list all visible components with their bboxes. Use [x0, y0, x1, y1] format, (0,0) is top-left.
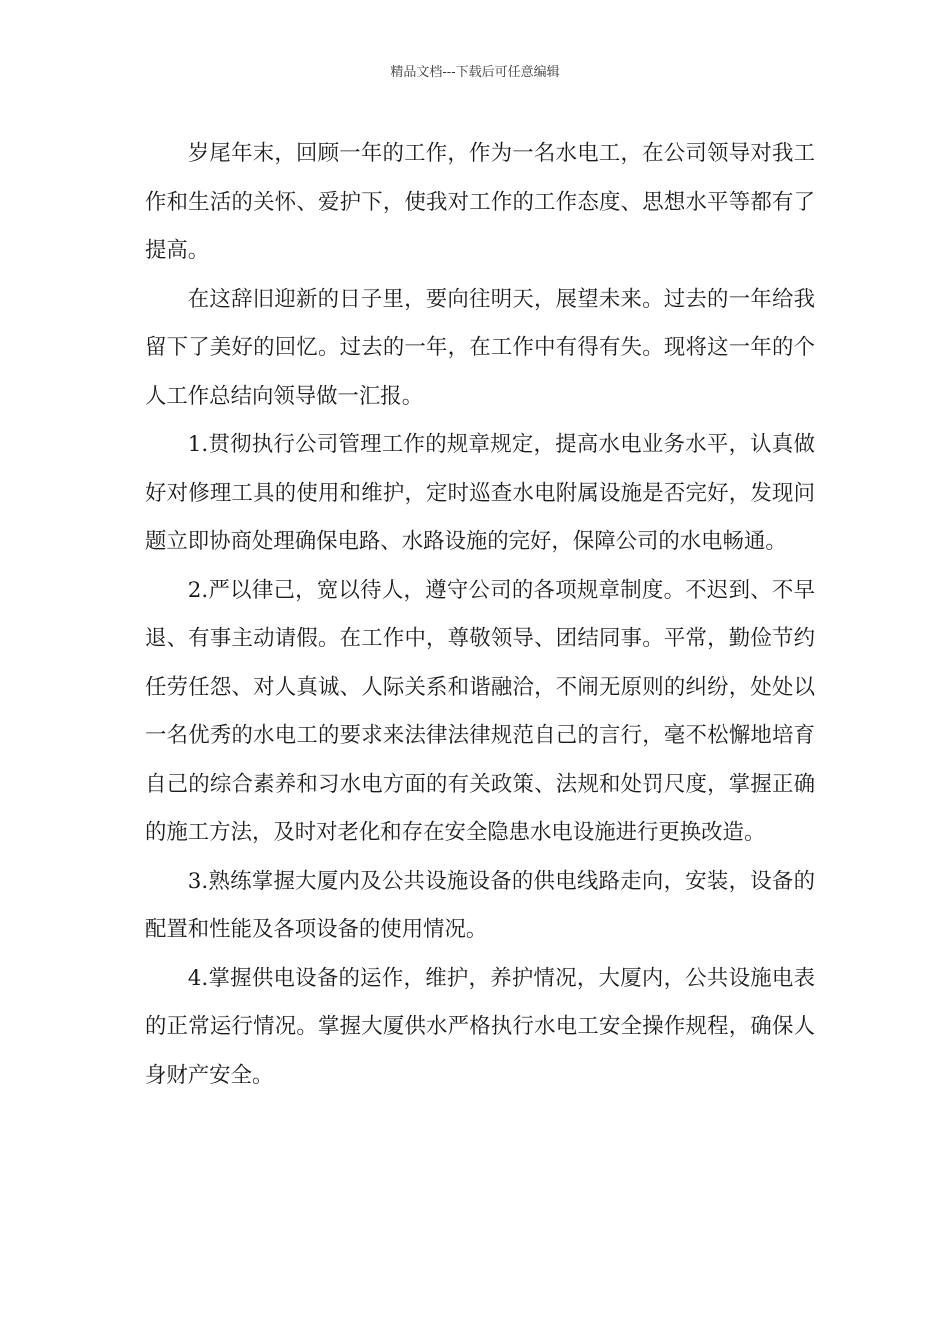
paragraph-item-2: 2.严以律己，宽以待人，遵守公司的各项规章制度。不迟到、不早退、有事主动请假。在工作中，尊敬领导、团结同事。平常，勤俭节约任劳任怨、对人真诚、人际关系和谐融洽，不闹无原则的纠纷，处处以一名优秀的水电工的要求来法律法律规范自己的言行，毫不松懈地培育自己的综合素养和习水电方面的有关政策、法规和处罚尺度，掌握正确的施工方法，及时对老化和存在安全隐患水电设施进行更换改造。	[145, 577, 815, 845]
paragraph-item-1: 1.贯彻执行公司管理工作的规章规定，提高水电业务水平，认真做好对修理工具的使用和维护，定时巡查水电附属设施是否完好，发现问题立即协商处理确保电路、水路设施的完好，保障公司的水电畅通。	[145, 432, 815, 554]
paragraph-summary-intro: 在这辞旧迎新的日子里，要向往明天，展望未来。过去的一年给我留下了美好的回忆。过去的一年，在工作中有得有失。现将这一年的个人工作总结向领导做一汇报。	[145, 286, 815, 409]
paragraph-item-4: 4.掌握供电设备的运作，维护，养护情况，大厦内，公共设施电表的正常运行情况。掌握大厦供水严格执行水电工安全操作规程，确保人身财产安全。	[145, 965, 815, 1088]
paragraph-intro: 岁尾年末，回顾一年的工作，作为一名水电工，在公司领导对我工作和生活的关怀、爱护下，使我对工作的工作态度、思想水平等都有了提高。	[145, 141, 815, 263]
document-body	[145, 130, 815, 1100]
page-header: 精品文档---下载后可任意编辑	[390, 65, 560, 80]
paragraph-item-3: 3.熟练掌握大厦内及公共设施设备的供电线路走向，安装，设备的配置和性能及各项设备的使用情况。	[145, 868, 815, 942]
